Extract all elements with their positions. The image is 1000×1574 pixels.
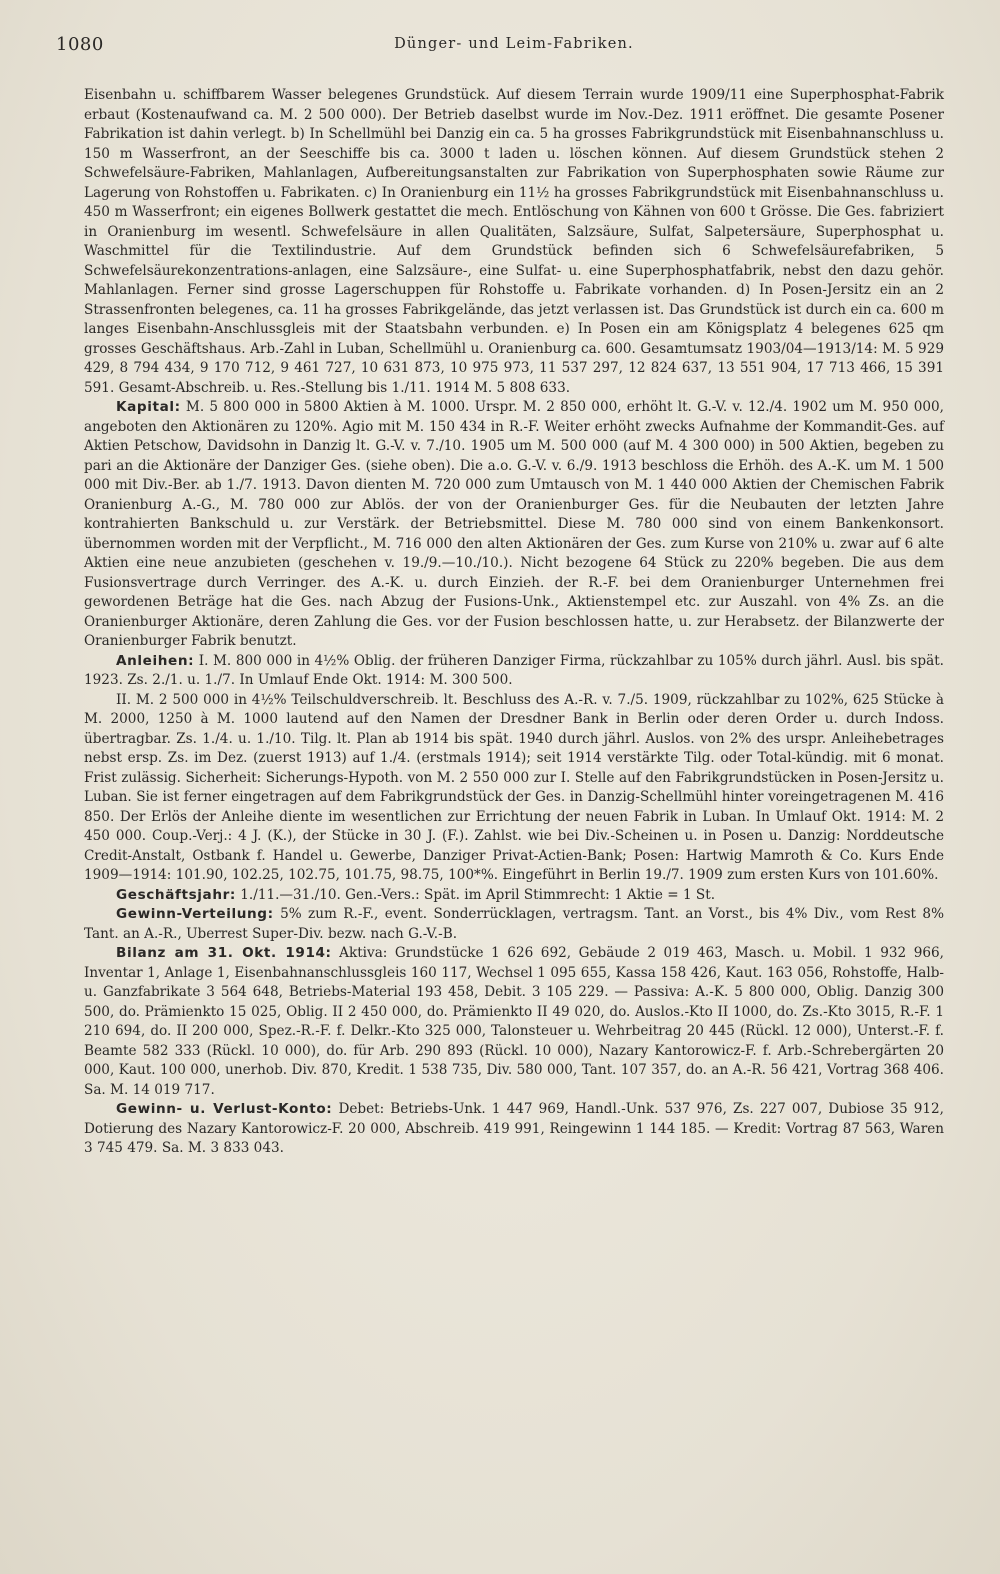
paragraph-gewinn-verlust: [84, 1100, 944, 1159]
paragraph-lead: Geschäftsjahr:: [116, 886, 236, 903]
paragraph-lead: Kapital:: [116, 399, 181, 415]
running-head: Dünger- und Leim-Fabriken.: [394, 36, 634, 52]
paragraph-anleihen: [84, 652, 944, 691]
body-text: [84, 86, 944, 1159]
paragraph-text: 5% zum R.-F., event. Sonderrücklagen, vertragsm. Tant. an Vorst., bis 4% Div., vom Rest 8% Tant. an A.-R., Uberrest Super-Div. bezw. nach G.-V.-B.: [84, 906, 944, 942]
page-number: 1080: [56, 34, 104, 55]
paragraph-lead: Bilanz am 31. Okt. 1914:: [116, 945, 332, 961]
paragraph-kapital: [84, 398, 944, 652]
page-header: [56, 30, 944, 66]
paragraph-text: 1./11.—31./10. Gen.-Vers.: Spät. im April Stimmrecht: 1 Aktie = 1 St.: [240, 886, 716, 903]
paragraph-lead: Anleihen:: [116, 652, 195, 669]
paragraph-bilanz: [84, 944, 944, 1100]
paragraph-text: M. 5 800 000 in 5800 Aktien à M. 1000. Urspr. M. 2 850 000, erhöht lt. G.-V. v. 12./4. 1902 um M. 950 000, angeboten den Aktionären zu 120%. Agio mit M. 150 434 in R.-F. Weiter erhöht zwecks Aufnahme der Kommandit-Ges. auf Aktien Petschow, Davidsohn in Danzig lt. G.-V. v. 7./10. 1905 um M. 500 000 (auf M. 4 300 000) in 500 Aktien, begeben zu pari an die Aktionäre der Danziger Ges. (siehe oben). Die a.o. G.-V. v. 6./9. 1913 beschloss die Erhöh. des A.-K. um M. 1 500 000 mit Div.-Ber. ab 1./7. 1913. Davon dienten M. 720 000 zum Umtausch von M. 1 440 000 Aktien der Chemischen Fabrik Oranienburg A.-G., M. 780 000 zur Ablös. der von der Oranienburger Ges. für die Neubauten der letzten Jahre kontrahierten Bankschuld u. zur Verstärk. der Betriebsmittel. Diese M. 780 000 sind von einem Bankenkonsort. übernommen worden mit der Verpflicht., M. 716 000 den alten Aktionären der Ges. zum Kurse von 210% u. zwar auf 6 alte Aktien eine neue anzubieten (geschehen v. 19./9.—10./10.). Nicht bezogene 64 Stück zu 220% begeben. Die aus dem Fusionsvertrage durch Verringer. des A.-K. u. durch Einzieh. der R.-F. bei dem Oranienburger Unternehmen frei gewordenen Beträge hat die Ges. nach Abzug der Fusions-Unk., Aktienstempel etc. zur Auszahl. von 4% Zs. an die Oranienburger Aktionäre, deren Zahlung die Ges. vor der Fusion beschlossen hatte, u. zur Herabsetz. der Bilanzwerte der Oranienburger Fabrik benutzt.: [84, 399, 944, 649]
paragraph-text: Eisenbahn u. schiffbarem Wasser belegenes Grundstück. Auf diesem Terrain wurde 1909/11 eine Superphosphat-Fabrik erbaut (Kostenaufwand ca. M. 2 500 000). Der Betrieb daselbst wurde im Nov.-Dez. 1911 eröffnet. Die gesamte Posener Fabrikation ist dahin verlegt. b) In Schellmühl bei Danzig ein ca. 5 ha grosses Fabrikgrundstück mit Eisenbahnanschluss u. 150 m Wasserfront, an der Seeschiffe bis ca. 3000 t laden u. löschen können. Auf diesem Grundstück stehen 2 Schwefelsäure-Fabriken, Mahlanlagen, Aufbereitungsanstalten zur Fabrikation von Superphosphaten sowie Räume zur Lagerung von Rohstoffen u. Fabrikaten. c) In Oranienburg ein 11½ ha grosses Fabrikgrundstück mit Eisenbahnanschluss u. 450 m Wasserfront; ein eigenes Bollwerk gestattet die mech. Entlöschung von Kähnen von 600 t Grösse. Die Ges. fabriziert in Oranienburg im wesentl. Schwefelsäure in allen Qualitäten, Salzsäure, Sulfat, Salpetersäure, Superphosphat u. Waschmittel für die Textilindustrie. Auf dem Grundstück befinden sich 6 Schwefelsäurefabriken, 5 Schwefelsäurekonzentrations-anlagen, eine Salzsäure-, eine Sulfat- u. eine Superphosphatfabrik, nebst den dazu gehör. Mahlanlagen. Ferner sind grosse Lagerschuppen für Rohstoffe u. Fabrikate vorhanden. d) In Posen-Jersitz ein an 2 Strassenfronten belegenes, ca. 11 ha grosses Fabrikgelände, das jetzt verlassen ist. Das Grundstück ist durch ein ca. 600 m langes Eisenbahn-Anschlussgleis mit der Staatsbahn verbunden. e) In Posen ein am Königsplatz 4 belegenes 625 qm grosses Geschäftshaus. Arb.-Zahl in Luban, Schellmühl u. Oranienburg ca. 600. Gesamtumsatz 1903/04—1913/14: M. 5 929 429, 8 794 434, 9 170 712, 9 461 727, 10 631 873, 10 975 973, 11 537 297, 12 824 637, 13 551 904, 17 713 466, 15 391 591. Gesamt-Abschreib. u. Res.-Stellung bis 1./11. 1914 M. 5 808 633.: [84, 87, 944, 396]
paragraph-gewinn-verteilung: [84, 905, 944, 944]
paragraph-facilities: [84, 86, 944, 398]
paragraph-anleihe-ii: [84, 691, 944, 886]
paragraph-text: II. M. 2 500 000 in 4½% Teilschuldverschreib. lt. Beschluss des A.-R. v. 7./5. 1909, rückzahlbar zu 102%, 625 Stücke à M. 2000, 1250 à M. 1000 lautend auf den Namen der Dresdner Bank in Berlin oder deren Order u. durch Indoss. übertragbar. Zs. 1./4. u. 1./10. Tilg. lt. Plan ab 1914 bis spät. 1940 durch jährl. Auslos. von 2% des urspr. Anleihebetrages nebst ersp. Zs. im Dez. (zuerst 1913) auf 1./4. (erstmals 1914); seit 1914 verstärkte Tilg. oder Total-kündig. mit 6 monat. Frist zulässig. Sicherheit: Sicherungs-Hypoth. von M. 2 550 000 zur I. Stelle auf den Fabrikgrundstücken in Posen-Jersitz u. Luban. Sie ist ferner eingetragen auf dem Fabrikgrundstück der Ges. in Danzig-Schellmühl hinter voreingetragenen M. 416 850. Der Erlös der Anleihe diente im wesentlichen zur Errichtung der neuen Fabrik in Luban. In Umlauf Okt. 1914: M. 2 450 000. Coup.-Verj.: 4 J. (K.), der Stücke in 30 J. (F.). Zahlst. wie bei Div.-Scheinen u. in Posen u. Danzig: Norddeutsche Credit-Anstalt, Ostbank f. Handel u. Gewerbe, Danziger Privat-Actien-Bank; Posen: Hartwig Mamroth & Co. Kurs Ende 1909—1914: 101.90, 102.25, 102.75, 101.75, 98.75, 100*%. Eingeführt in Berlin 19./7. 1909 zum ersten Kurs von 101.60%.: [84, 691, 944, 883]
paragraph-text: I. M. 800 000 in 4½% Oblig. der früheren Danziger Firma, rückzahlbar zu 105% durch jährl. Ausl. bis spät. 1923. Zs. 2./1. u. 1./7. In Umlauf Ende Okt. 1914: M. 300 500.: [84, 652, 944, 688]
paragraph-lead: Gewinn-Verteilung:: [116, 906, 274, 922]
paragraph-text: Aktiva: Grundstücke 1 626 692, Gebäude 2 019 463, Masch. u. Mobil. 1 932 966, Inventar 1, Anlage 1, Eisenbahnanschlussgleis 160 117, Wechsel 1 095 655, Kassa 158 426, Kaut. 163 056, Rohstoffe, Halb- u. Ganzfabrikate 3 564 648, Betriebs-Material 193 458, Debit. 3 105 229. — Passiva: A.-K. 5 800 000, Oblig. Danzig 300 500, do. Prämienkto 15 025, Oblig. II 2 450 000, do. Prämienkto II 49 020, do. Auslos.-Kto II 1000, do. Zs.-Kto 3015, R.-F. 1 210 694, do. II 200 000, Spez.-R.-F. f. Delkr.-Kto 325 000, Talonsteuer u. Wehrbeitrag 20 445 (Rückl. 12 000), Unterst.-F. f. Beamte 582 333 (Rückl. 10 000), do. für Arb. 290 893 (Rückl. 10 000), Nazary Kantorowicz-F. f. Arb.-Schrebergärten 20 000, Kaut. 100 000, unerhob. Div. 870, Kredit. 1 538 735, Div. 580 000, Tant. 107 357, do. an A.-R. 56 421, Vortrag 368 406. Sa. M. 14 019 717.: [84, 945, 944, 1098]
paragraph-geschaeftsjahr: [84, 886, 944, 906]
paragraph-text: Debet: Betriebs-Unk. 1 447 969, Handl.-Unk. 537 976, Zs. 227 007, Dubiose 35 912, Dotierung des Nazary Kantorowicz-F. 20 000, Abschreib. 419 991, Reingewinn 1 144 185. — Kredit: Vortrag 87 563, Waren 3 745 479. Sa. M. 3 833 043.: [84, 1101, 944, 1156]
paragraph-lead: Gewinn- u. Verlust-Konto:: [116, 1101, 333, 1117]
